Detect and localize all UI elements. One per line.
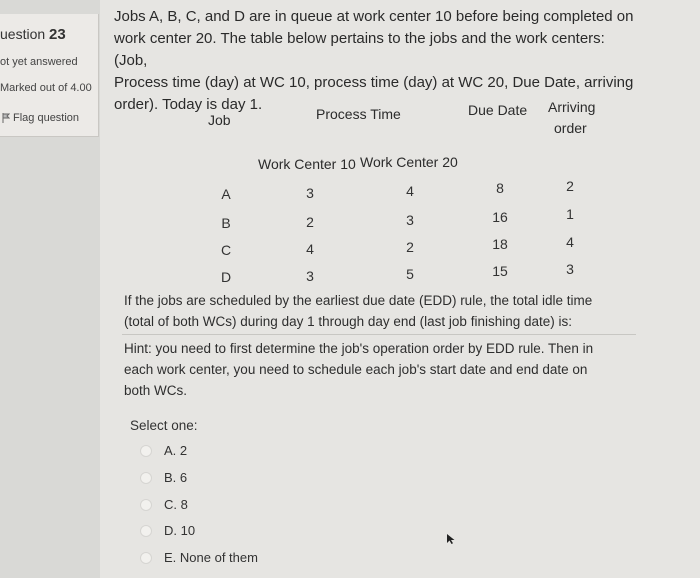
flag-icon: [2, 113, 10, 123]
flag-question-label: Flag question: [13, 112, 80, 124]
cell-wc10: 3: [306, 268, 314, 284]
cell-wc10: 4: [306, 241, 314, 257]
cell-wc20: 2: [406, 239, 414, 255]
question-info-panel: [0, 14, 99, 137]
option-e-label: E. None of them: [164, 550, 258, 565]
cell-wc10: 3: [306, 185, 314, 201]
select-one-label: Select one:: [130, 418, 198, 433]
cell-order: 3: [566, 261, 574, 277]
option-b[interactable]: [140, 470, 187, 485]
cell-due: 15: [492, 263, 508, 279]
cell-order: 4: [566, 234, 574, 250]
option-d[interactable]: [140, 523, 195, 538]
option-a-label: A. 2: [164, 443, 188, 458]
question-prompt: If the jobs are scheduled by the earliest due date (EDD) rule, the total idle time (total of both WCs) during day 1 through day end (last job finishing date) is:: [124, 293, 593, 329]
question-marks: Marked out of 4.00: [0, 82, 92, 94]
hint-text: Hint: you need to first determine the job's operation order by EDD rule. Then in each work center, you need to schedule each job's start date and end date on both WCs.: [124, 341, 594, 398]
flag-question-link[interactable]: [2, 112, 79, 124]
mouse-cursor-icon: [446, 533, 456, 545]
cell-order: 1: [566, 206, 574, 222]
header-due-date: Due Date: [468, 102, 528, 118]
cell-wc20: 5: [406, 266, 414, 282]
radio-b[interactable]: [140, 472, 152, 484]
cell-wc20: 4: [406, 183, 414, 199]
cell-job: D: [220, 269, 232, 285]
radio-c[interactable]: [140, 499, 152, 511]
header-arriving-line2: order: [554, 120, 587, 136]
cell-due: 18: [492, 236, 508, 252]
cell-due: 16: [492, 209, 508, 225]
cell-job: B: [221, 215, 231, 231]
divider: [122, 334, 636, 335]
question-text: Jobs A, B, C, and D are in queue at work center 10 before being completed on work center 20. The table below pertains to the jobs and the work centers: (Job, Process time (day) at WC 10, process time (day) at WC 20, Due Date, arriving order). Today is day 1.: [114, 8, 634, 113]
question-content: [100, 0, 700, 578]
cell-due: 8: [496, 180, 504, 196]
cell-job: A: [221, 186, 231, 202]
radio-a[interactable]: [140, 445, 152, 457]
option-c[interactable]: [140, 497, 188, 512]
cell-order: 2: [566, 178, 574, 194]
option-b-label: B. 6: [164, 470, 188, 485]
radio-d[interactable]: [140, 525, 152, 537]
header-job: Job: [208, 112, 231, 128]
header-wc10: Work Center 10: [258, 156, 356, 172]
radio-e[interactable]: [140, 552, 152, 564]
cell-wc20: 3: [406, 212, 414, 228]
option-c-label: C. 8: [164, 497, 188, 512]
header-arriving-line1: Arriving: [548, 99, 596, 115]
question-status: ot yet answered: [0, 56, 78, 68]
header-wc20: Work Center 20: [360, 154, 458, 170]
question-number: uestion 23: [0, 26, 66, 43]
option-e[interactable]: [140, 550, 258, 565]
option-a[interactable]: [140, 443, 187, 458]
header-process-time: Process Time: [316, 106, 401, 122]
option-d-label: D. 10: [164, 523, 196, 538]
cell-wc10: 2: [306, 214, 314, 230]
cell-job: C: [220, 242, 232, 258]
